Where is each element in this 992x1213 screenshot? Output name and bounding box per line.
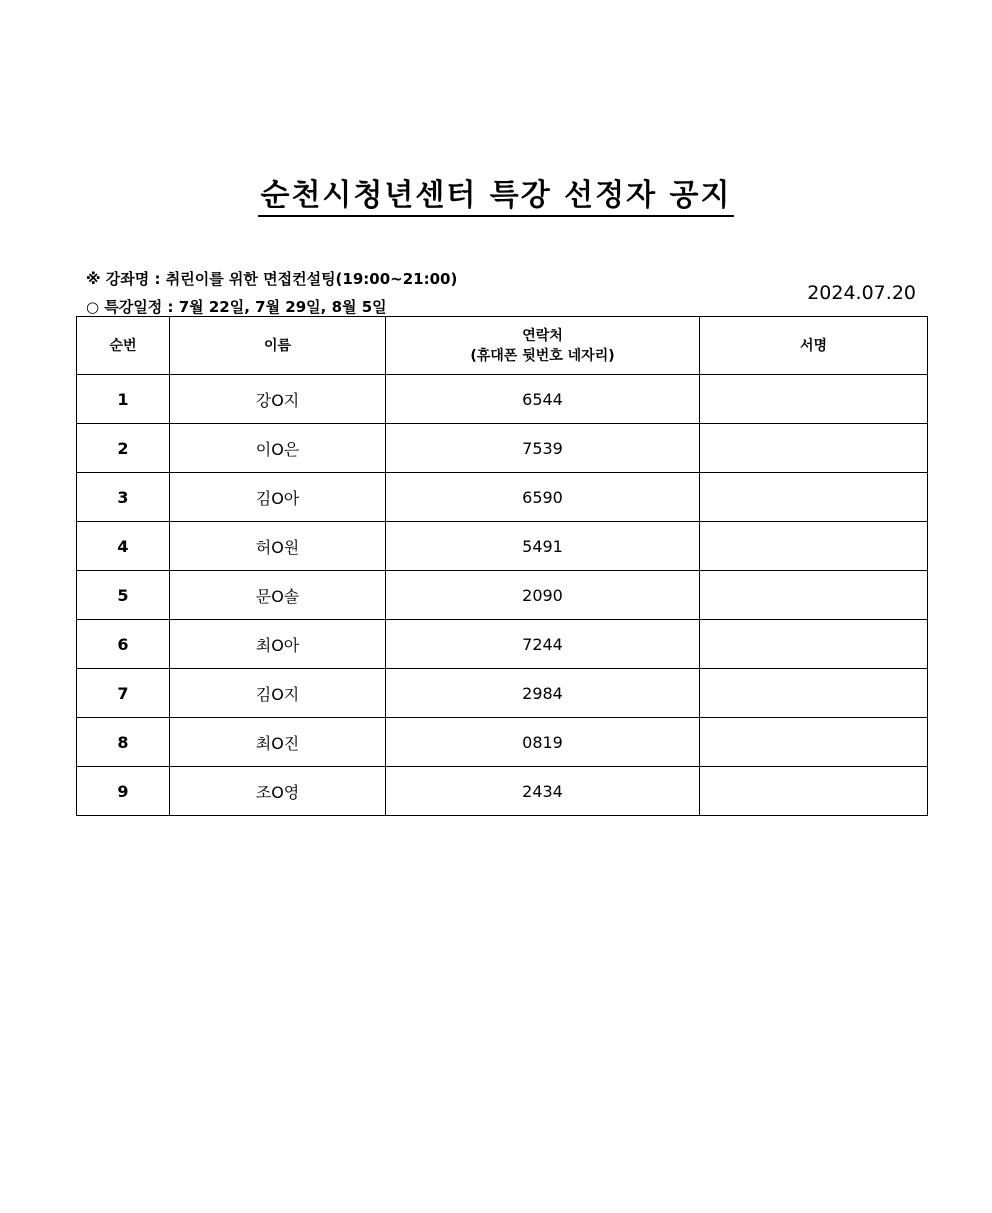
- header-name: 이름: [170, 317, 386, 375]
- lecture-schedule: ○ 특강일정 : 7월 22일, 7월 29일, 8월 5일: [86, 298, 387, 316]
- page-title: 순천시청년센터 특강 선정자 공지: [0, 170, 992, 214]
- row-no: 9: [77, 767, 170, 816]
- table-row: [77, 620, 928, 669]
- row-no: 1: [77, 375, 170, 424]
- row-name: 최O아: [170, 620, 386, 669]
- row-no: 7: [77, 669, 170, 718]
- row-phone: 2434: [386, 767, 700, 816]
- header-no: 순번: [77, 317, 170, 375]
- row-no: 8: [77, 718, 170, 767]
- row-sign: [700, 375, 928, 424]
- row-sign: [700, 718, 928, 767]
- row-name: 김O지: [170, 669, 386, 718]
- row-name: 조O영: [170, 767, 386, 816]
- row-phone: 6544: [386, 375, 700, 424]
- table-row: [77, 718, 928, 767]
- table-row: [77, 669, 928, 718]
- table-row: [77, 522, 928, 571]
- row-phone: 2984: [386, 669, 700, 718]
- row-name: 문O솔: [170, 571, 386, 620]
- table-row: [77, 571, 928, 620]
- row-sign: [700, 620, 928, 669]
- row-phone: 7244: [386, 620, 700, 669]
- table-row: [77, 424, 928, 473]
- row-no: 6: [77, 620, 170, 669]
- row-no: 3: [77, 473, 170, 522]
- header-contact: [386, 317, 700, 375]
- row-sign: [700, 424, 928, 473]
- row-sign: [700, 767, 928, 816]
- row-sign: [700, 571, 928, 620]
- row-phone: 6590: [386, 473, 700, 522]
- row-sign: [700, 669, 928, 718]
- notice-date: 2024.07.20: [807, 282, 916, 304]
- row-sign: [700, 522, 928, 571]
- selection-table: [76, 316, 928, 816]
- lecture-name: ※ 강좌명 : 취린이를 위한 면접컨설팅(19:00~21:00): [86, 270, 458, 288]
- header-contact-label: 연락처: [522, 327, 563, 344]
- table-row: [77, 375, 928, 424]
- row-name: 최O진: [170, 718, 386, 767]
- row-sign: [700, 473, 928, 522]
- row-name: 강O지: [170, 375, 386, 424]
- header-sign: 서명: [700, 317, 928, 375]
- row-name: 허O원: [170, 522, 386, 571]
- table-row: [77, 767, 928, 816]
- row-phone: 2090: [386, 571, 700, 620]
- row-no: 2: [77, 424, 170, 473]
- row-name: 이O은: [170, 424, 386, 473]
- row-no: 5: [77, 571, 170, 620]
- table-row: [77, 473, 928, 522]
- header-contact-note: (휴대폰 뒷번호 네자리): [470, 347, 615, 364]
- row-name: 김O아: [170, 473, 386, 522]
- row-phone: 7539: [386, 424, 700, 473]
- row-phone: 5491: [386, 522, 700, 571]
- table-header-row: [77, 317, 928, 375]
- row-no: 4: [77, 522, 170, 571]
- row-phone: 0819: [386, 718, 700, 767]
